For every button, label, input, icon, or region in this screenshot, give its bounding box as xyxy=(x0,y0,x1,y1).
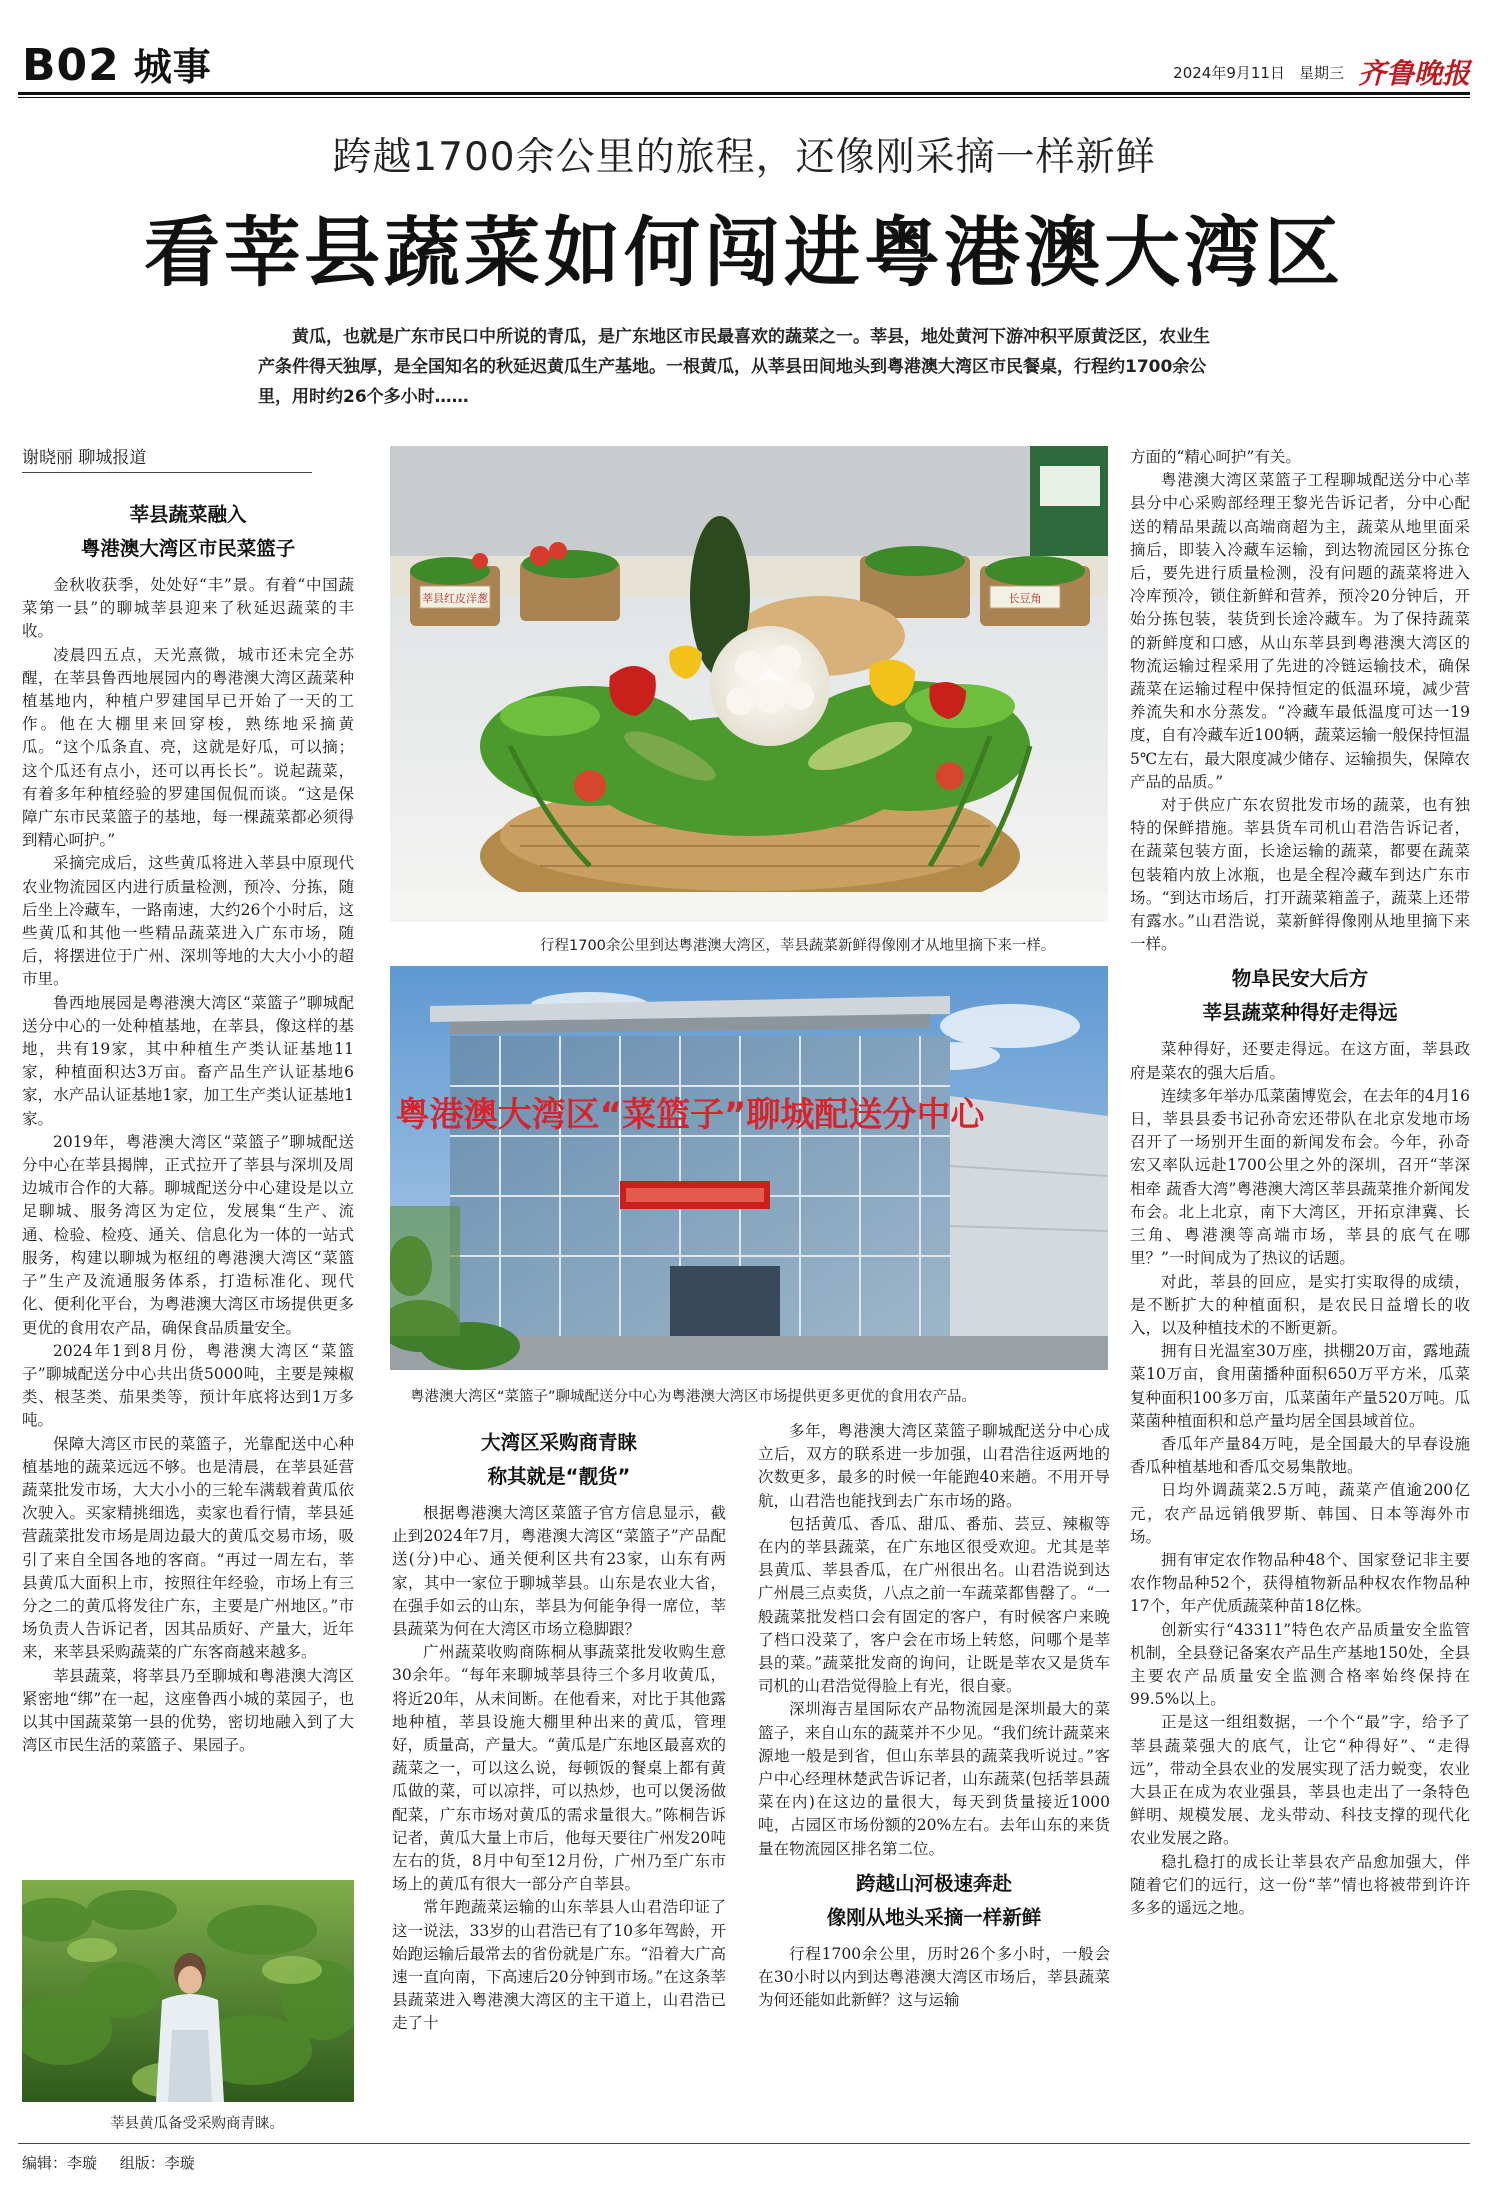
photo2-caption: 粤港澳大湾区“菜篮子”聊城配送分中心为粤港澳大湾区市场提供更多更优的食用农产品。 xyxy=(410,1389,977,1405)
layout-credit: 组版：李璇 xyxy=(119,2154,195,2172)
article-subhead: 跨越1700余公里的旅程，还像刚采摘一样新鲜 xyxy=(332,135,1156,180)
photo1-caption: 行程1700余公里到达粤港澳大湾区，莘县蔬菜新鲜得像刚才从地里摘下来一样。 xyxy=(540,938,1056,954)
page-footer xyxy=(22,2152,213,2173)
paragraph: 对于供应广东农贸批发市场的蔬菜，也有独特的保鲜措施。莘县货车司机山君浩告诉记者，在蔬菜包装方面，长途运输的蔬菜，都要在蔬菜包装箱内放上冰瓶，也是全程冷藏车到达广东市场。“到达市场后，打开蔬菜箱盖子，蔬菜上还带有露水。”山君浩说，菜新鲜得像刚从地里摘下来一样。 xyxy=(1130,796,1470,954)
paragraph: 连续多年举办瓜菜菌博览会，在去年的4月16日，莘县县委书记孙奇宏还带队在北京发地市场召开了一场别开生面的新闻发布会。今年，孙奇宏又率队远赴1700公里之外的深圳，召开“莘深相牵 蔬香大湾”粤港澳大湾区莘县蔬菜推介新闻发布会。北上北京，南下大湾区，开拓京津冀、长三角、粤港澳等高端市场，莘县的底气在哪里？”一时间成为了热议的话题。 xyxy=(1130,1086,1470,1268)
column-1 xyxy=(22,492,354,1757)
paragraph: 行程1700余公里，历时26个多小时，一般会在30小时以内到达粤港澳大湾区市场后，莘县蔬菜为何还能如此新鲜？这与运输 xyxy=(758,1944,1110,2010)
header-rule-thin xyxy=(18,97,1470,98)
paragraph: 方面的“精心呵护”有关。 xyxy=(1130,448,1301,466)
photo-farmer-greenhouse xyxy=(22,1880,354,2102)
building-photo-illustration xyxy=(390,966,1108,1370)
paragraph: 2024年1到8月份，粤港澳大湾区“菜篮子”聊城配送分中心共出货5000吨，主要是辣椒类、根茎类、茄果类等，预计年底将达到1万多吨。 xyxy=(22,1341,354,1430)
paragraph: 2019年，粤港澳大湾区“菜篮子”聊城配送分中心在莘县揭牌，正式拉开了莘县与深圳及周边城市合作的大幕。聊城配送分中心建设是以立足聊城、服务湾区为定位，发展集“生产、流通、检验、检疫、通关、信息化为一体的一站式服务，构建以聊城为枢纽的粤港澳大湾区“菜篮子”生产及流通服务体系，打造标准化、现代化、便利化平台，为粤港澳大湾区市场提供更多更优的食用农产品，确保食品质量安全。 xyxy=(22,1132,354,1337)
paragraph: 日均外调蔬菜2.5万吨，蔬菜产值逾200亿元，农产品远销俄罗斯、韩国、日本等海外市场。 xyxy=(1130,1481,1470,1546)
header-meta xyxy=(1173,52,1470,92)
footer-rule xyxy=(18,2143,1470,2144)
col2-subtitle xyxy=(392,1426,726,1494)
photo3-caption: 莘县黄瓜备受采购商青睐。 xyxy=(110,2116,284,2132)
col4-subtitle-line1: 物阜民安大后方 xyxy=(1231,967,1369,991)
paragraph: 香瓜年产量84万吨，是全国最大的早春设施香瓜种植基地和香瓜交易集散地。 xyxy=(1130,1434,1470,1477)
col3-subtitle-line2: 像刚从地头采摘一样新鲜 xyxy=(826,1905,1042,1929)
paragraph: 粤港澳大湾区菜篮子工程聊城配送分中心莘县分中心采购部经理王黎光告诉记者，分中心配送的精品果蔬以高端商超为主，蔬菜从地里面采摘后，即装入冷藏车运输，到达物流园区分拣仓后，要先进行质量检测，没有问题的蔬菜将进入冷库预冷，锁住新鲜和营养，预冷20分钟后，开始分拣包装，装货到长途冷藏车。为了保持蔬菜的新鲜度和口感，从山东莘县到粤港澳大湾区的物流运输过程采用了先进的冷链运输技术，确保蔬菜在运输过程中保持恒定的低温环境，减少营养流失和水分蒸发。“冷藏车最低温度可达一19度，自有冷藏车近100辆，蔬菜运输一般保持恒温5℃左右，最大限度减少储存、运输损失，保障农产品的品质。” xyxy=(1130,471,1470,791)
page-section-header xyxy=(22,36,212,91)
header-rule xyxy=(18,92,1470,95)
column-4 xyxy=(1130,446,1470,1920)
col4-subtitle xyxy=(1130,962,1470,1030)
article-headline: 看莘县蔬菜如何闯进粤港澳大湾区 xyxy=(144,208,1344,297)
paragraph: 包括黄瓜、香瓜、甜瓜、番茄、芸豆、辣椒等在内的莘县蔬菜，在广东地区很受欢迎。尤其是莘县黄瓜、莘县香瓜，在广州很出名。山君浩说到达广州晨三点卖货，八点之前一车蔬菜都售罄了。“一般蔬菜批发档口会有固定的客户，有时候客户来晚了档口没菜了，客户会在市场上转悠，问哪个是莘县的菜。”蔬菜批发商的询问，让既是莘农又是货车司机的山君浩觉得脸上有光，很自豪。 xyxy=(758,1514,1110,1696)
paragraph: 拥有审定农作物品种48个、国家登记非主要农作物品种52个，获得植物新品种权农作物品种17个，年产优质蔬菜种苗18亿株。 xyxy=(1130,1550,1470,1616)
col3-subtitle-line1: 跨越山河极速奔赴 xyxy=(855,1871,1012,1895)
photo-distribution-center xyxy=(390,966,1108,1370)
paragraph: 采摘完成后，这些黄瓜将进入莘县中原现代农业物流园区内进行质量检测，预冷、分拣，随后坐上冷藏车，一路南速，大约26个小时后，这些黄瓜和其他一些精品蔬菜进入广东市场，随后，将摆进位于广州、深圳等地的大大小小的超市里。 xyxy=(22,854,354,989)
article-lead: 黄瓜，也就是广东市民口中所说的青瓜，是广东地区市民最喜欢的蔬菜之一。莘县，地处黄河下游冲积平原黄泛区，农业生产条件得天独厚，是全国知名的秋延迟黄瓜生产基地。一根黄瓜，从莘县田间地头到粤港澳大湾区市民餐桌，行程约1700余公里，用时约26个多小时…… xyxy=(258,327,1210,407)
issue-weekday: 星期三 xyxy=(1298,63,1344,82)
paragraph: 稳扎稳打的成长让莘县农产品愈加强大，伴随着它们的远行，这一份“莘”情也将被带到许许多多的遥远之地。 xyxy=(1130,1852,1470,1917)
paragraph: 常年跑蔬菜运输的山东莘县人山君浩印证了这一说法，33岁的山君浩已有了10多年驾龄，开始跑运输后最常去的省份就是广东。“沿着大广高速一直向南，下高速后20分钟到市场。”在这条莘县蔬菜进入粤港澳大湾区的主干道上，山君浩已走了十 xyxy=(392,1898,726,2033)
column-2 xyxy=(392,1420,726,2036)
building-banner-text: 粤港澳大湾区“菜篮子”聊城配送分中心 xyxy=(395,1095,985,1135)
tag-left-text: 莘县红皮洋葱 xyxy=(422,592,488,605)
col2-subtitle-line2: 称其就是“靓货” xyxy=(487,1465,631,1488)
vegetable-photo-illustration xyxy=(390,446,1108,922)
masthead-logo: 齐鲁晚报 xyxy=(1357,57,1470,90)
paragraph: 鲁西地展园是粤港澳大湾区“菜篮子”聊城配送分中心的一处种植基地，在莘县，像这样的基地，共有19家，其中种植生产类认证基地11家，种植面积达3万亩。畜产品生产认证基地6家，水产品认证基地1家，加工生产类认证基地1家。 xyxy=(22,993,354,1128)
paragraph: 正是这一组组数据，一个个“最”字，给予了莘县蔬菜强大的底气，让它“种得好”、“走得远”，带动全县农业的发展实现了活力蜕变，农业大县正在成为农业强县，莘县也走出了一条特色鲜明、规模发展、龙头带动、科技支撑的现代化农业发展之路。 xyxy=(1130,1713,1470,1848)
photo-vegetable-display xyxy=(390,446,1108,922)
col1-subtitle-line2: 粤港澳大湾区市民菜篮子 xyxy=(80,537,296,560)
section-name: 城事 xyxy=(133,45,212,89)
paragraph: 金秋收获季，处处好“丰”景。有着“中国蔬菜第一县”的聊城莘县迎来了秋延迟蔬菜的丰收。 xyxy=(22,576,354,641)
paragraph: 深圳海吉星国际农产品物流园是深圳最大的菜篮子，来自山东的蔬菜并不少见。“我们统计蔬菜来源地一般是到省，但山东莘县的蔬菜我听说过。”客户中心经理林楚武告诉记者，山东蔬菜(包括莘县蔬菜在内)在这边的量很大，每天到货量接近1000吨，占园区市场份额的20%左右。去年山东的来货量在物流园区排名第二位。 xyxy=(758,1700,1110,1858)
paragraph: 多年，粤港澳大湾区菜篮子聊城配送分中心成立后，双方的联系进一步加强，山君浩往返两地的次数更多，最多的时候一年能跑40来趟。不用开导航，山君浩也能找到去广东市场的路。 xyxy=(758,1422,1110,1510)
col4-subtitle-line2: 莘县蔬菜种得好走得远 xyxy=(1202,1001,1398,1025)
paragraph: 保障大湾区市民的菜篮子，光靠配送中心种植基地的蔬菜远远不够。也是清晨，在莘县延营蔬菜批发市场，大大小小的三轮车满载着黄瓜依次驶入。买家精挑细选，卖家也看行情，莘县延营蔬菜批发市场是周边最大的黄瓜交易市场，吸引了来自全国各地的客商。“再过一周左右，莘县黄瓜大面积上市，按照往年经验，市场上有三分之二的黄瓜将发往广东，主要是广州地区。”市场负责人告诉记者，因其品质好、产量大，近年来，来莘县采购蔬菜的广东客商越来越多。 xyxy=(22,1434,354,1662)
tag-right-text: 长豆角 xyxy=(1008,592,1042,605)
paragraph: 莘县蔬菜，将莘县乃至聊城和粤港澳大湾区紧密地“绑”在一起，这座鲁西小城的菜园子，也以其中国蔬菜第一县的优势，密切地融入到了大湾区市民生活的菜篮子、果园子。 xyxy=(22,1666,354,1755)
paragraph: 广州蔬菜收购商陈桐从事蔬菜批发收购生意30余年。“每年来聊城莘县待三个多月收黄瓜，将近20年，从未间断。在他看来，对比于其他露地种植，莘县设施大棚里种出来的黄瓜，管理好，质量高，产量大。“黄瓜是广东地区最喜欢的蔬菜之一，可以这么说，每顿饭的餐桌上都有黄瓜做的菜，可以凉拌，可以热炒，也可以煲汤做配菜，广东市场对黄瓜的需求量很大。”陈桐告诉记者，黄瓜大量上市后，他每天要往广州发20吨左右的货，8月中旬至12月份，广州乃至广东市场上的黄瓜有很大一部分产自莘县。 xyxy=(392,1643,726,1894)
editor-credit: 编辑：李璇 xyxy=(22,2154,98,2172)
farmer-photo-illustration xyxy=(22,1880,354,2102)
paragraph: 根据粤港澳大湾区菜篮子官方信息显示，截止到2024年7月，粤港澳大湾区“菜篮子”产品配送(分)中心、通关便利区共有23家，山东有两家，其中一家位于聊城莘县。山东是农业大省，在强手如云的山东，莘县为何能争得一席位，莘县蔬菜为何在大湾区市场立稳脚跟？ xyxy=(392,1504,726,1639)
paragraph: 创新实行“43311”特色农产品质量安全监管机制，全县登记备案农产品生产基地150处，全县主要农产品质量安全监测合格率始终保持在99.5%以上。 xyxy=(1130,1620,1470,1709)
paragraph: 拥有日光温室30万座，拱棚20万亩，露地蔬菜10万亩，食用菌播种面积650万平方米，瓜菜复种面积100多万亩，瓜菜菌年产量520万吨。瓜菜菌种植面积和总产量均居全国县域首位。 xyxy=(1130,1342,1470,1430)
col1-subtitle-line1: 莘县蔬菜融入 xyxy=(129,503,247,526)
col1-subtitle xyxy=(22,498,354,566)
article-byline: 谢晓丽 聊城报道 xyxy=(22,443,312,473)
column-3 xyxy=(758,1420,1110,2012)
col2-subtitle-line1: 大湾区采购商青睐 xyxy=(480,1431,637,1454)
paragraph: 对此，莘县的回应，是实打实取得的成绩，是不断扩大的种植面积，是农民日益增长的收入，以及种植技术的不断更新。 xyxy=(1130,1272,1470,1337)
paragraph: 菜种得好，还要走得远。在这方面，莘县政府是菜农的强大后盾。 xyxy=(1130,1040,1470,1082)
paragraph: 凌晨四五点，天光熹微，城市还未完全苏醒，在莘县鲁西地展园内的粤港澳大湾区蔬菜种植基地内，种植户罗建国早已开始了一天的工作。他在大棚里来回穿梭，熟练地采摘黄瓜。“这个瓜条直、亮，这就是好瓜，可以摘；这个瓜还有点小，还可以再长长”。说起蔬菜，有着多年种植经验的罗建国侃侃而谈。“这是保障广东市民菜篮子的基地，每一棵蔬菜都必须得到精心呵护。” xyxy=(22,645,354,850)
page-code: B02 xyxy=(22,40,120,91)
col3-subtitle xyxy=(758,1867,1110,1935)
issue-date: 2024年9月11日 xyxy=(1173,63,1285,82)
